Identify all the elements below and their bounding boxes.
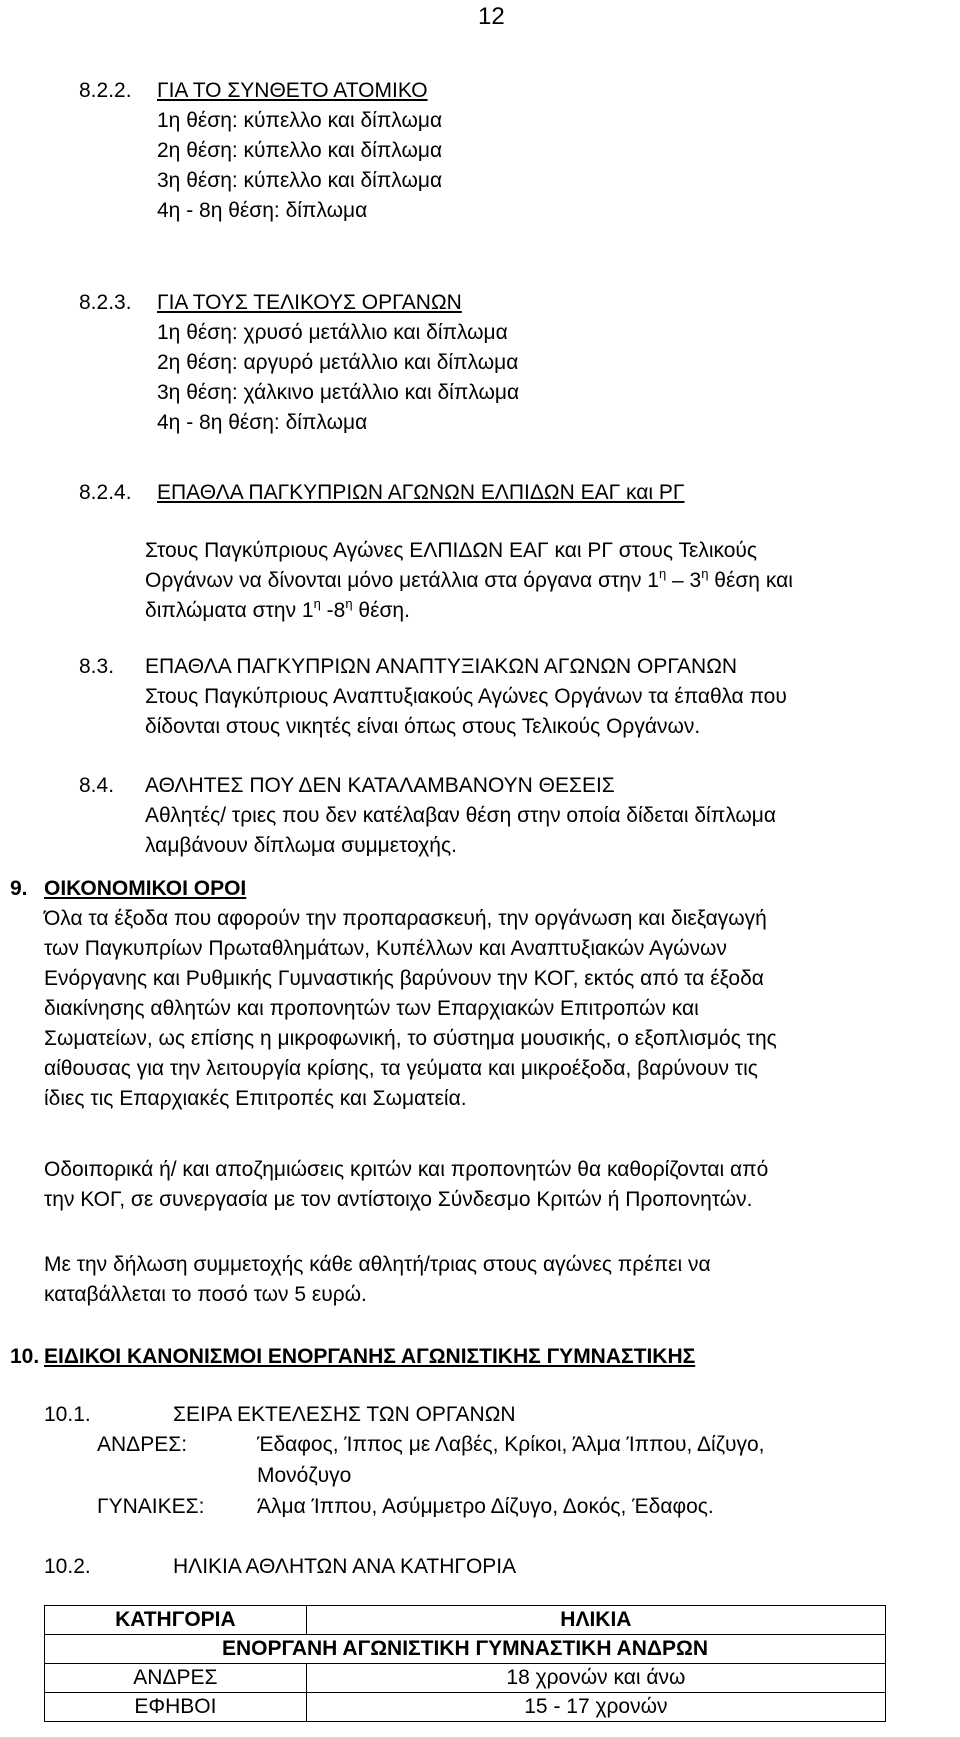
table-cell: 15 - 17 χρονών	[306, 1693, 885, 1722]
body-line: Στους Παγκύπριους Αγώνες ΕΛΠΙΔΩΝ ΕΑΓ και ΡΓ στους Τελικούς	[145, 539, 758, 562]
section-8-3-number: 8.3.	[79, 655, 115, 678]
body-line: Ενόργανης και Ρυθμικής Γυμναστικής βαρύνουν την ΚΟΓ, εκτός από τα έξοδα	[44, 967, 764, 990]
section-9-paragraph-1	[44, 904, 777, 1114]
section-8-2-3-list	[157, 318, 519, 438]
body-line: Με την δήλωση συμμετοχής κάθε αθλητή/τριας στους αγώνες πρέπει να	[44, 1253, 711, 1276]
section-8-3-title: ΕΠΑΘΛΑ ΠΑΓΚΥΠΡΙΩΝ ΑΝΑΠΤΥΞΙΑΚΩΝ ΑΓΩΝΩΝ ΟΡΓΑΝΩΝ	[145, 655, 738, 678]
body-line: ίδιες τις Επαρχιακές Επιτροπές και Σωματεία.	[44, 1087, 467, 1110]
table-row	[45, 1664, 886, 1693]
table-header-cell: ΚΑΤΗΓΟΡΙΑ	[45, 1606, 307, 1635]
section-8-4-number: 8.4.	[79, 774, 115, 797]
section-8-2-2-number: 8.2.2.	[79, 79, 132, 102]
table-cell: 18 χρονών και άνω	[306, 1664, 885, 1693]
women-apparatus-line: Άλμα Ίππου, Ασύμμετρο Δίζυγο, Δοκός, Έδαφος.	[257, 1495, 714, 1518]
page-number: 12	[478, 3, 505, 30]
body-line: διπλώματα στην $1^\eta$ $-8^\eta$ θέση.	[145, 596, 410, 622]
list-item: 3η θέση: κύπελλο και δίπλωμα	[157, 169, 443, 192]
list-item: 4η - 8η θέση: δίπλωμα	[157, 411, 368, 434]
body-line: διακίνησης αθλητών και προπονητών των Επαρχιακών Επιτροπών και	[44, 997, 699, 1020]
section-9-paragraph-2	[44, 1155, 768, 1215]
table-row	[45, 1693, 886, 1722]
body-line: Αθλητές/ τριες που δεν κατέλαβαν θέση στην οποία δίδεται δίπλωμα	[145, 804, 777, 827]
body-line: Οργάνων να δίνονται μόνο μετάλλια στα όργανα στην $1^\eta - 3^\eta$ θέση και	[145, 566, 793, 592]
body-line: καταβάλλεται το ποσό των 5 ευρώ.	[44, 1283, 367, 1306]
body-line: Όλα τα έξοδα που αφορούν την προπαρασκευή, την οργάνωση και διεξαγωγή	[44, 907, 767, 930]
section-8-4-title: ΑΘΛΗΤΕΣ ΠΟΥ ΔΕΝ ΚΑΤΑΛΑΜΒΑΝΟΥΝ ΘΕΣΕΙΣ	[145, 774, 615, 797]
body-line: την ΚΟΓ, σε συνεργασία με τον αντίστοιχο Σύνδεσμο Κριτών ή Προπονητών.	[44, 1188, 753, 1211]
section-8-2-4-body	[145, 536, 793, 626]
body-line: δίδονται στους νικητές είναι όπως στους Τελικούς Οργάνων.	[145, 715, 701, 738]
section-8-2-2-list	[157, 106, 442, 226]
table-cell: ΑΝΔΡΕΣ	[45, 1664, 307, 1693]
section-9-paragraph-3	[44, 1250, 711, 1310]
women-label: ΓΥΝΑΙΚΕΣ:	[97, 1495, 205, 1518]
section-8-2-3-title: ΓΙΑ ΤΟΥΣ ΤΕΛΙΚΟΥΣ ΟΡΓΑΝΩΝ	[157, 291, 462, 314]
section-10-number: 10.	[10, 1345, 40, 1368]
section-8-2-2-title: ΓΙΑ ΤΟ ΣΥΝΘΕΤΟ ΑΤΟΜΙΚΟ	[157, 79, 428, 102]
men-apparatus-line-2: Μονόζυγο	[257, 1464, 352, 1487]
section-10-2-number: 10.2.	[44, 1555, 91, 1578]
table-header-cell: ΗΛΙΚΙΑ	[306, 1606, 885, 1635]
body-line: λαμβάνουν δίπλωμα συμμετοχής.	[145, 834, 457, 857]
list-item: 4η - 8η θέση: δίπλωμα	[157, 199, 368, 222]
section-9-title: ΟΙΚΟΝΟΜΙΚΟΙ ΟΡΟΙ	[44, 877, 247, 900]
list-item: 2η θέση: αργυρό μετάλλιο και δίπλωμα	[157, 351, 519, 374]
body-line: των Παγκυπρίων Πρωταθλημάτων, Κυπέλλων και Αναπτυξιακών Αγώνων	[44, 937, 727, 960]
list-item: 1η θέση: χρυσό μετάλλιο και δίπλωμα	[157, 321, 508, 344]
section-8-2-4-title: ΕΠΑΘΛΑ ΠΑΓΚΥΠΡΙΩΝ ΑΓΩΝΩΝ ΕΛΠΙΔΩΝ ΕΑΓ και ΡΓ	[157, 481, 685, 504]
men-label: ΑΝΔΡΕΣ:	[97, 1433, 188, 1456]
section-8-2-3-number: 8.2.3.	[79, 291, 132, 314]
table-span-row	[45, 1635, 886, 1664]
section-8-3-body	[145, 682, 787, 742]
body-line: Οδοιπορικά ή/ και αποζημιώσεις κριτών και προπονητών θα καθορίζονται από	[44, 1158, 769, 1181]
section-10-2-title: ΗΛΙΚΙΑ ΑΘΛΗΤΩΝ ΑΝΑ ΚΑΤΗΓΟΡΙΑ	[173, 1555, 517, 1578]
table-span-header: ΕΝΟΡΓΑΝΗ ΑΓΩΝΙΣΤΙΚΗ ΓΥΜΝΑΣΤΙΚΗ ΑΝΔΡΩΝ	[45, 1635, 886, 1664]
section-9-number: 9.	[10, 877, 28, 900]
section-10-1-title: ΣΕΙΡΑ ΕΚΤΕΛΕΣΗΣ ΤΩΝ ΟΡΓΑΝΩΝ	[173, 1403, 516, 1426]
body-line: Στους Παγκύπριους Αναπτυξιακούς Αγώνες Οργάνων τα έπαθλα που	[145, 685, 787, 708]
section-10-1-number: 10.1.	[44, 1403, 91, 1426]
list-item: 2η θέση: κύπελλο και δίπλωμα	[157, 139, 443, 162]
list-item: 1η θέση: κύπελλο και δίπλωμα	[157, 109, 443, 132]
body-line: αίθουσας για την λειτουργία κρίσης, τα γεύματα και μικροέξοδα, βαρύνουν τις	[44, 1057, 758, 1080]
list-item: 3η θέση: χάλκινο μετάλλιο και δίπλωμα	[157, 381, 520, 404]
table-cell: ΕΦΗΒΟΙ	[45, 1693, 307, 1722]
table-header-row	[45, 1606, 886, 1635]
section-8-4-body	[145, 801, 776, 861]
section-8-2-4-number: 8.2.4.	[79, 481, 132, 504]
men-apparatus-line-1: Έδαφος, Ίππος με Λαβές, Κρίκοι, Άλμα Ίππου, Δίζυγο,	[257, 1433, 765, 1456]
age-category-table	[44, 1605, 886, 1722]
section-10-title: ΕΙΔΙΚΟΙ ΚΑΝΟΝΙΣΜΟΙ ΕΝΟΡΓΑΝΗΣ ΑΓΩΝΙΣΤΙΚΗΣ ΓΥΜΝΑΣΤΙΚΗΣ	[44, 1345, 696, 1368]
body-line: Σωματείων, ως επίσης η μικροφωνική, το σύστημα μουσικής, ο εξοπλισμός της	[44, 1027, 777, 1050]
